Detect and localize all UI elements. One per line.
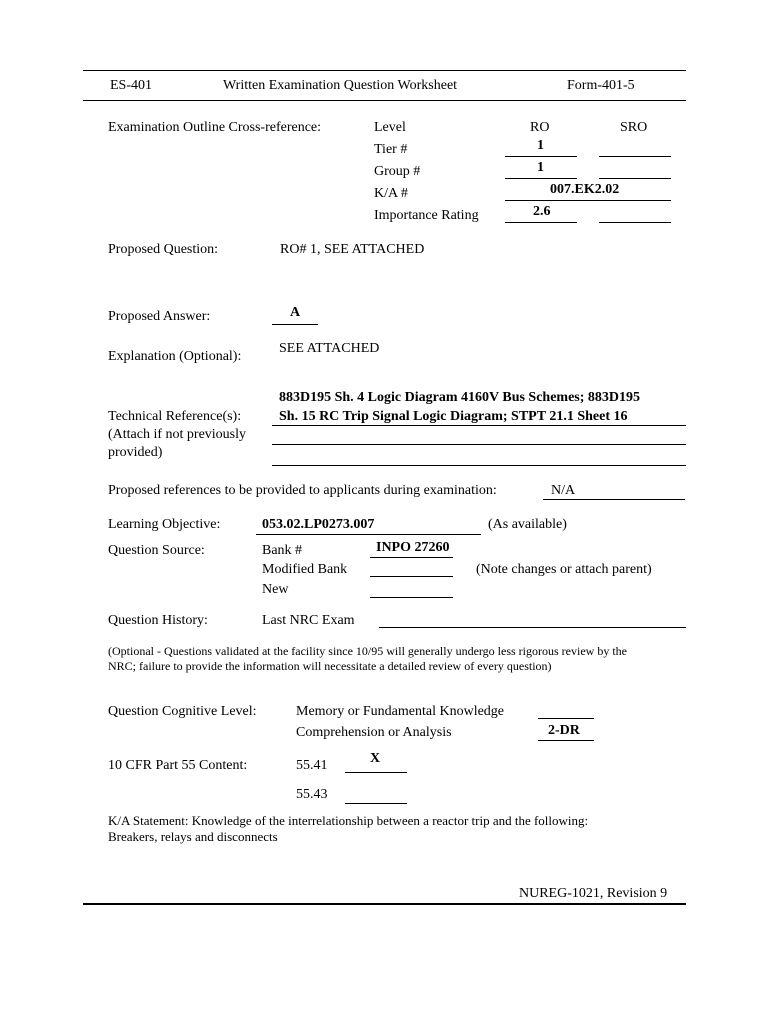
footer-rule [83, 903, 686, 905]
explanation-value: SEE ATTACHED [279, 341, 380, 356]
group-sro-line[interactable] [599, 178, 671, 179]
learning-objective-value[interactable]: 053.02.LP0273.007 [262, 517, 375, 532]
proposed-answer-label: Proposed Answer: [108, 309, 211, 324]
proposed-references-line [543, 499, 685, 500]
new-label: New [262, 582, 289, 597]
group-ro-value[interactable]: 1 [537, 160, 544, 175]
tech-ref-rule2[interactable] [272, 444, 686, 445]
importance-label: Importance Rating [374, 208, 479, 223]
modified-bank-note: (Note changes or attach parent) [476, 562, 652, 577]
bank-value[interactable]: INPO 27260 [376, 540, 450, 555]
sro-column-label: SRO [620, 120, 648, 135]
last-nrc-exam-line[interactable] [379, 627, 686, 628]
modified-bank-line[interactable] [370, 576, 453, 577]
bank-line [370, 557, 453, 558]
cfr-5541-line [345, 772, 407, 773]
footer-revision: NUREG-1021, Revision 9 [519, 886, 668, 901]
tech-ref-rule3[interactable] [272, 465, 686, 466]
question-source-label: Question Source: [108, 543, 205, 558]
tier-ro-value[interactable]: 1 [537, 138, 544, 153]
comprehension-line [538, 740, 594, 741]
comprehension-value[interactable]: 2-DR [548, 723, 580, 738]
form-code: ES-401 [110, 78, 152, 93]
importance-ro-line [505, 222, 577, 223]
question-history-label: Question History: [108, 613, 208, 628]
tech-ref-label-line3: provided) [108, 445, 163, 460]
learning-objective-line [256, 534, 481, 535]
form-number: Form-401-5 [567, 78, 635, 93]
ka-value[interactable]: 007.EK2.02 [550, 182, 620, 197]
group-label: Group # [374, 164, 421, 179]
new-line[interactable] [370, 597, 453, 598]
importance-ro-value[interactable]: 2.6 [533, 204, 551, 219]
cfr-5543-label: 55.43 [296, 787, 328, 802]
tier-ro-line [505, 156, 577, 157]
last-nrc-exam-label: Last NRC Exam [262, 613, 355, 628]
tech-ref-label-line2: (Attach if not previously [108, 427, 247, 442]
page-title: Written Examination Question Worksheet [223, 78, 458, 93]
ro-column-label: RO [530, 120, 550, 135]
learning-objective-label: Learning Objective: [108, 517, 221, 532]
ka-line [505, 200, 671, 201]
proposed-question-value: RO# 1, SEE ATTACHED [280, 242, 425, 257]
memory-label: Memory or Fundamental Knowledge [296, 704, 505, 719]
tech-ref-line2: Sh. 15 RC Trip Signal Logic Diagram; STPT 21.1 Sheet 16 [279, 409, 628, 424]
tech-ref-label: Technical Reference(s): [108, 409, 242, 424]
modified-bank-label: Modified Bank [262, 562, 348, 577]
ka-statement-line1: K/A Statement: Knowledge of the interrelationship between a reactor trip and the following: [108, 813, 589, 828]
cfr-5541-label: 55.41 [296, 758, 328, 773]
validation-note-line2: NRC; failure to provide the information will necessitate a detailed review of every question) [108, 659, 552, 673]
tier-label: Tier # [374, 142, 408, 157]
cfr-5541-value[interactable]: X [370, 751, 381, 766]
proposed-answer-value[interactable]: A [290, 305, 301, 320]
ka-label: K/A # [374, 186, 408, 201]
validation-note-line1: (Optional - Questions validated at the facility since 10/95 will generally undergo less rigorous review by the [108, 644, 627, 658]
cognitive-level-label: Question Cognitive Level: [108, 704, 257, 719]
comprehension-label: Comprehension or Analysis [296, 725, 452, 740]
group-ro-line [505, 178, 577, 179]
bank-label: Bank # [262, 543, 303, 558]
proposed-question-label: Proposed Question: [108, 242, 219, 257]
header-bottom-rule [83, 100, 686, 101]
cfr-5543-line[interactable] [345, 803, 407, 804]
proposed-references-value[interactable]: N/A [551, 483, 576, 498]
ka-statement-line2: Breakers, relays and disconnects [108, 829, 278, 844]
header-top-rule [83, 70, 686, 71]
tech-ref-rule1 [272, 425, 686, 426]
learning-objective-note: (As available) [488, 517, 567, 532]
proposed-references-label: Proposed references to be provided to applicants during examination: [108, 483, 497, 498]
tech-ref-line1: 883D195 Sh. 4 Logic Diagram 4160V Bus Schemes; 883D195 [279, 390, 641, 405]
outline-label: Examination Outline Cross-reference: [108, 120, 322, 135]
importance-sro-line[interactable] [599, 222, 671, 223]
tier-sro-line[interactable] [599, 156, 671, 157]
memory-line[interactable] [538, 718, 594, 719]
explanation-label: Explanation (Optional): [108, 349, 242, 364]
proposed-answer-line [272, 324, 318, 325]
level-label: Level [374, 120, 406, 135]
cfr-label: 10 CFR Part 55 Content: [108, 758, 248, 773]
